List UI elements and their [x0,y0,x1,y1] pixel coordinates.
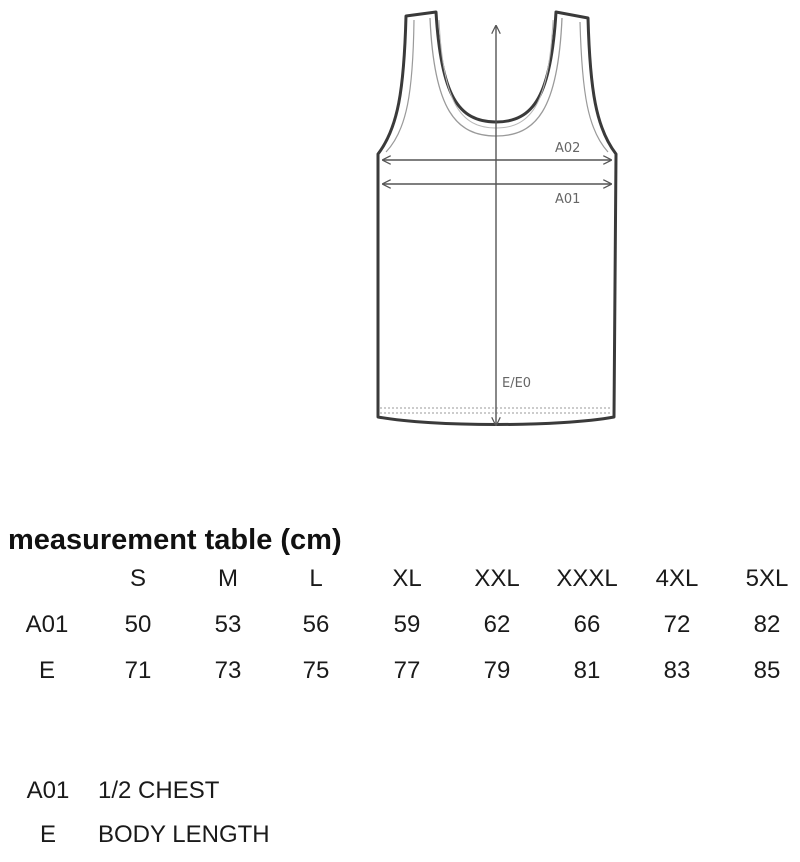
legend-item [0,774,800,818]
table-cell: 66 [573,611,601,638]
table-cell: 71 [124,657,152,684]
header-row [0,562,800,608]
table-cell: 72 [663,611,691,638]
length-label: E/E0 [502,376,532,391]
table-cell: 73 [214,657,242,684]
size-header: XXXL [556,565,618,592]
size-header: M [218,565,238,592]
a02-label: A02 [555,141,581,156]
tank-top-outline [378,12,616,425]
legend-description: BODY LENGTH [98,821,270,848]
legend-item [0,818,800,862]
legend-code: A01 [26,777,70,804]
table-cell: 82 [753,611,781,638]
table-cell: 75 [302,657,330,684]
table-cell: 83 [663,657,691,684]
row-code: A01 [25,611,69,638]
a01-label: A01 [555,192,581,207]
table-cell: 85 [753,657,781,684]
size-header: L [309,565,323,592]
table-cell: 62 [483,611,511,638]
table-title: measurement table (cm) [8,524,342,556]
table-row [0,654,800,700]
row-code: E [38,657,55,684]
table-row [0,608,800,654]
legend-description: 1/2 CHEST [98,777,220,804]
table-cell: 59 [393,611,421,638]
legend-code: E [39,821,56,848]
table-cell: 50 [124,611,152,638]
table-cell: 81 [573,657,601,684]
size-header: S [129,565,146,592]
table-cell: 77 [393,657,421,684]
table-cell: 53 [214,611,242,638]
measurement-table [0,562,800,700]
size-header: 4XL [655,565,699,592]
size-header: XL [392,565,422,592]
size-header: XXL [474,565,520,592]
size-header: 5XL [745,565,789,592]
table-cell: 56 [302,611,330,638]
table-cell: 79 [483,657,511,684]
measurement-legend [0,774,800,862]
